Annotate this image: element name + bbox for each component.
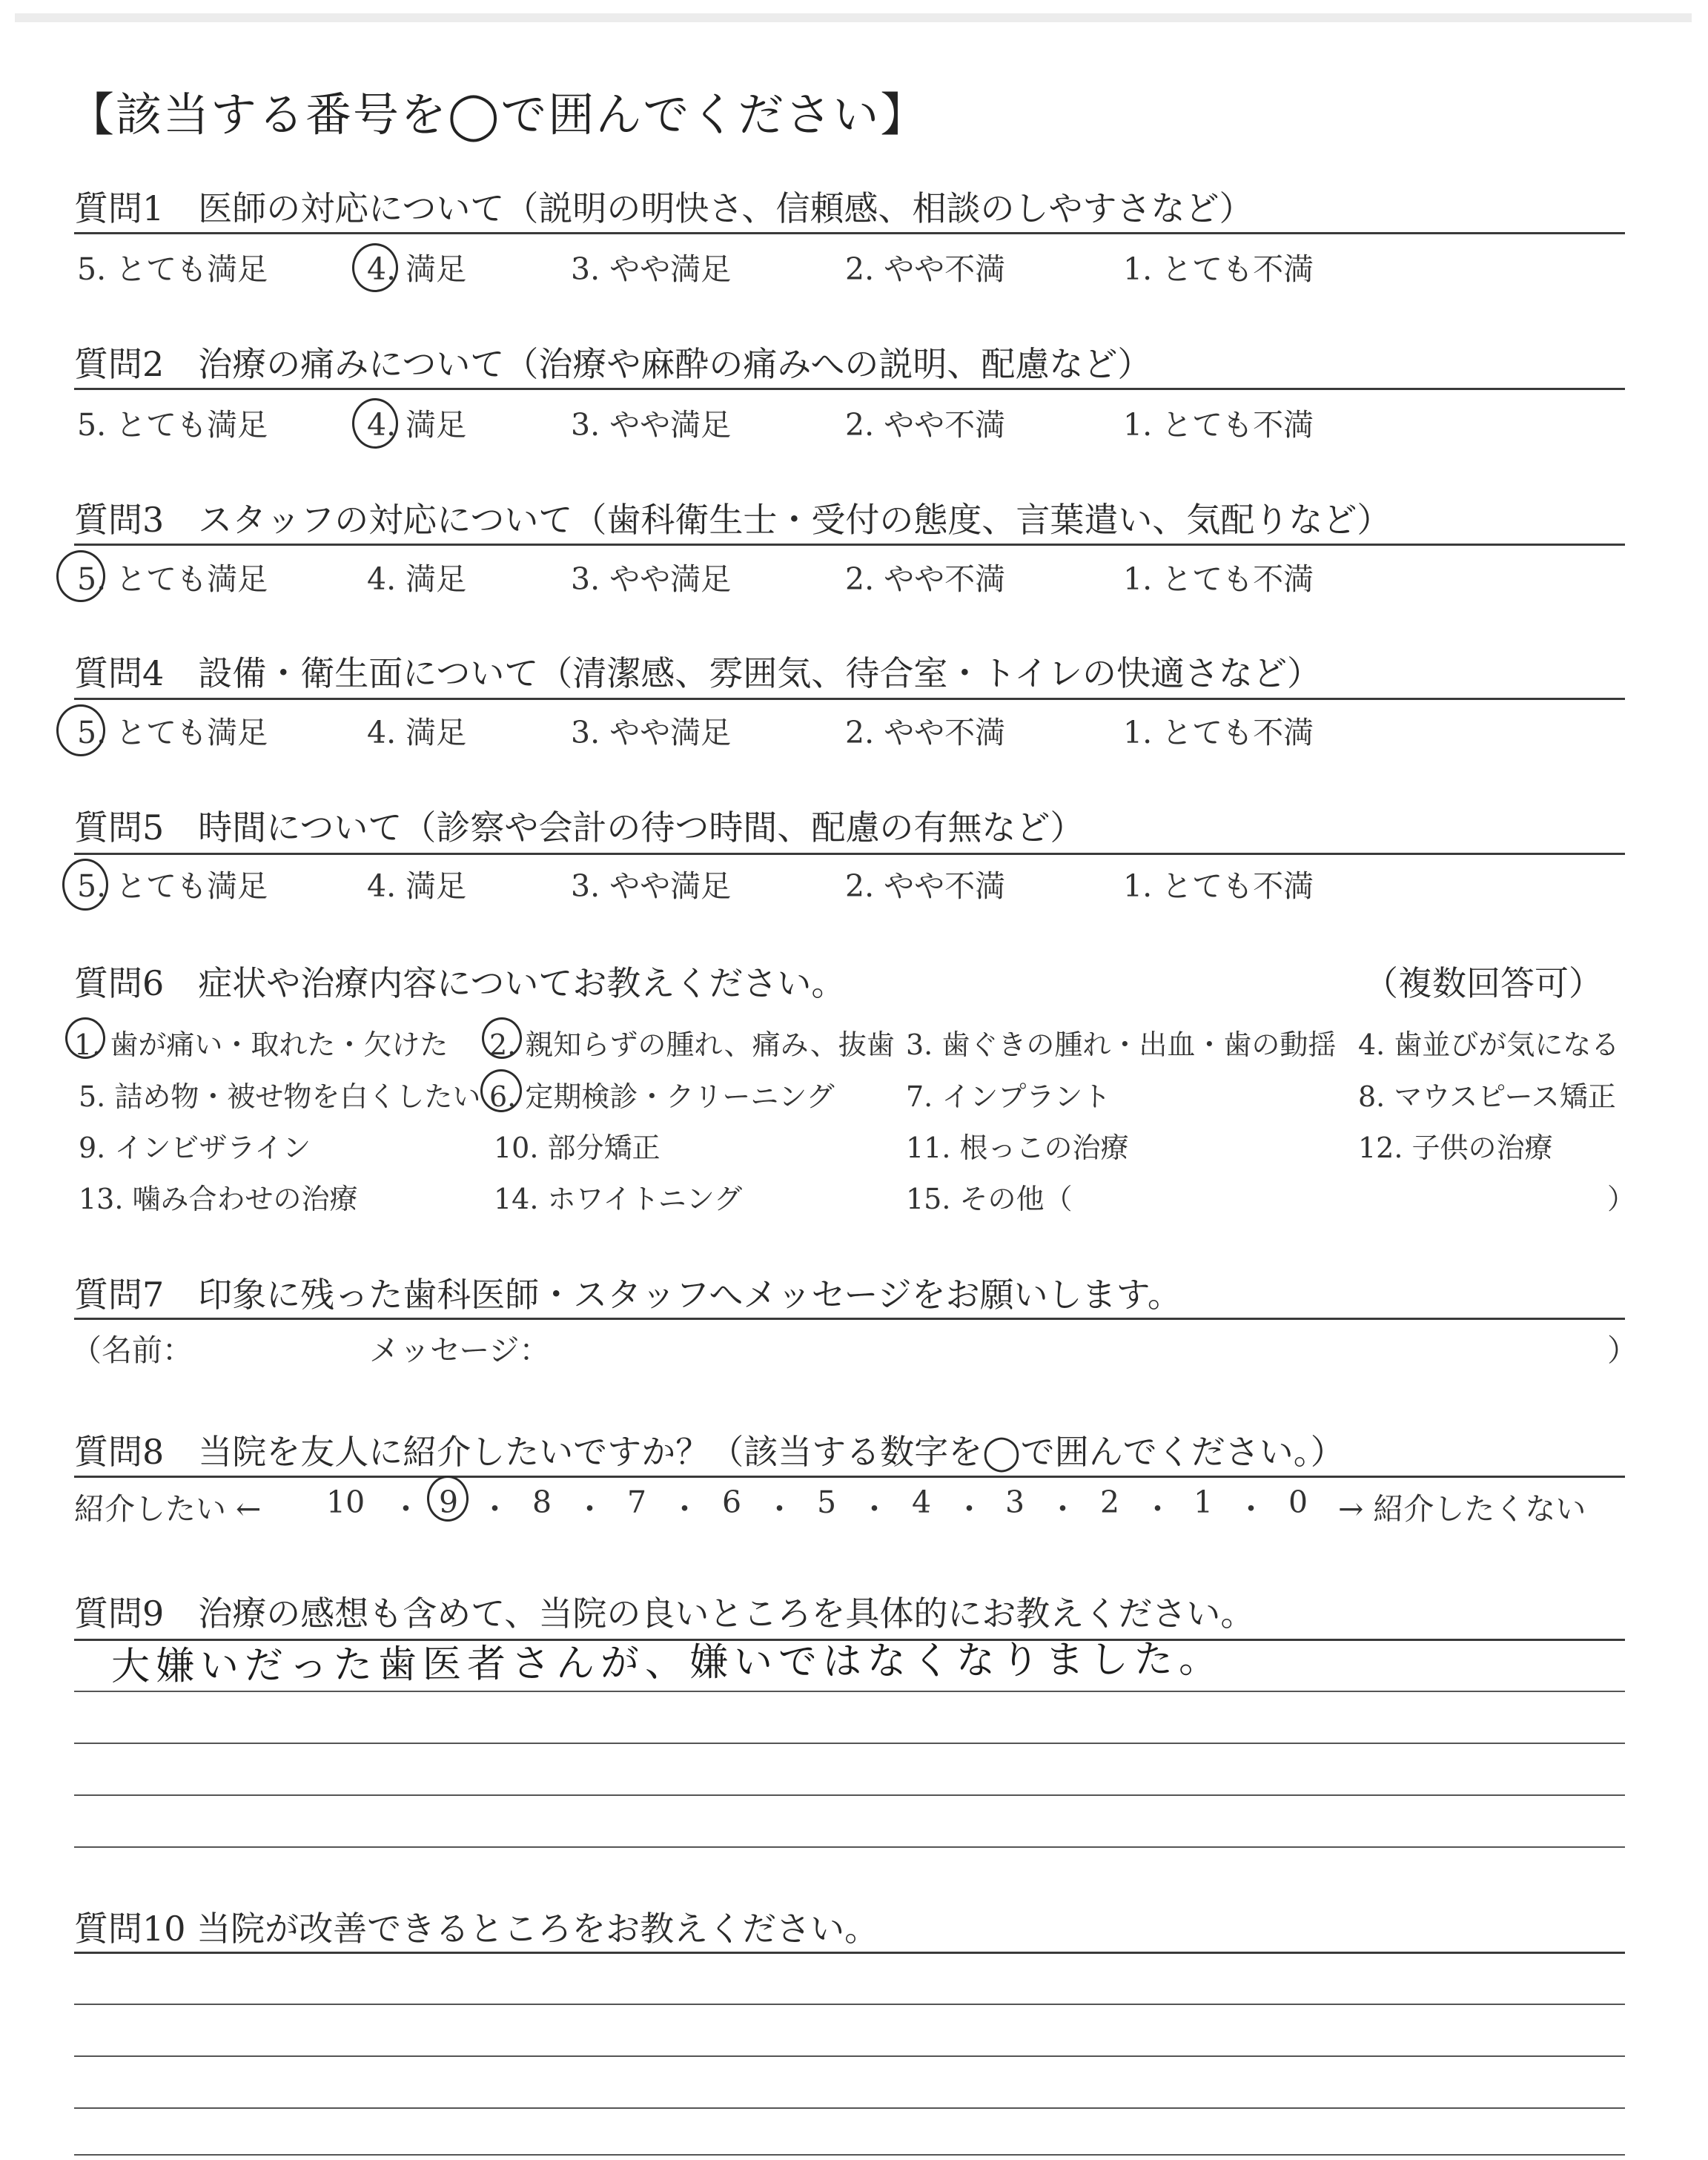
q8-number-4[interactable]: 4 bbox=[912, 1484, 932, 1520]
q3-option-3[interactable]: 3. やや満足 bbox=[571, 561, 732, 597]
q7-close-paren: ） bbox=[1607, 1332, 1638, 1368]
question-8-rule bbox=[74, 1476, 1625, 1478]
question-4-heading: 質問4 設備・衛生面について（清潔感、雰囲気、待合室・トイレの快適さなど） bbox=[74, 653, 1322, 693]
q9-writing-line-3 bbox=[74, 1794, 1625, 1796]
q6-option-7[interactable]: 7. インプラント bbox=[906, 1080, 1111, 1113]
q8-separator: ・ bbox=[764, 1491, 795, 1527]
q5-option-5[interactable]: 5. とても満足 bbox=[77, 868, 268, 904]
q6-option-10[interactable]: 10. 部分矯正 bbox=[494, 1132, 661, 1164]
q8-number-5[interactable]: 5 bbox=[817, 1484, 837, 1520]
q4-option-2[interactable]: 2. やや不満 bbox=[845, 715, 1006, 750]
question-3-rule bbox=[74, 544, 1625, 546]
q1-option-4[interactable]: 4. 満足 bbox=[367, 251, 467, 287]
q6-selection-circle-2 bbox=[482, 1017, 522, 1059]
q6-option-11[interactable]: 11. 根っこの治療 bbox=[906, 1132, 1129, 1164]
q6-selection-circle-1 bbox=[65, 1017, 105, 1059]
q8-separator: ・ bbox=[575, 1491, 605, 1527]
question-2-heading: 質問2 治療の痛みについて（治療や麻酔の痛みへの説明、配慮など） bbox=[74, 344, 1152, 384]
q8-separator: ・ bbox=[669, 1491, 700, 1527]
q2-option-3[interactable]: 3. やや満足 bbox=[571, 407, 732, 443]
question-2-rule bbox=[74, 388, 1625, 390]
q9-writing-line-4 bbox=[74, 1846, 1625, 1848]
q5-option-3[interactable]: 3. やや満足 bbox=[571, 868, 732, 904]
q8-number-1[interactable]: 1 bbox=[1194, 1484, 1214, 1520]
q6-option-12[interactable]: 12. 子供の治療 bbox=[1358, 1132, 1553, 1164]
q2-option-4[interactable]: 4. 満足 bbox=[367, 407, 467, 443]
q7-message-label: メッセージ： bbox=[369, 1332, 550, 1368]
question-7-rule bbox=[74, 1318, 1625, 1320]
question-1-rule bbox=[74, 232, 1625, 234]
q2-option-1[interactable]: 1. とても不満 bbox=[1123, 407, 1314, 443]
scan-top-edge bbox=[15, 13, 1692, 22]
q6-selection-circle-6 bbox=[480, 1069, 522, 1112]
q9-writing-line-1 bbox=[74, 1691, 1625, 1692]
q8-separator: ・ bbox=[391, 1491, 421, 1527]
q4-selection-circle bbox=[56, 704, 105, 756]
q8-right-label: → 紹介したくない bbox=[1338, 1491, 1586, 1527]
q2-option-5[interactable]: 5. とても満足 bbox=[77, 407, 268, 443]
q2-selection-circle bbox=[352, 398, 398, 449]
q7-name-label: （名前： bbox=[71, 1332, 193, 1368]
q5-option-1[interactable]: 1. とても不満 bbox=[1123, 868, 1314, 904]
q8-number-3[interactable]: 3 bbox=[1005, 1484, 1025, 1520]
q1-selection-circle bbox=[352, 243, 398, 292]
question-7-heading: 質問7 印象に残った歯科医師・スタッフへメッセージをお願いします。 bbox=[74, 1275, 1182, 1315]
q4-option-3[interactable]: 3. やや満足 bbox=[571, 715, 732, 750]
q8-separator: ・ bbox=[954, 1491, 984, 1527]
question-1-heading: 質問1 医師の対応について（説明の明快さ、信頼感、相談のしやすさなど） bbox=[74, 188, 1254, 228]
question-5-heading: 質問5 時間について（診察や会計の待つ時間、配慮の有無など） bbox=[74, 807, 1085, 848]
question-3-heading: 質問3 スタッフの対応について（歯科衛生士・受付の態度、言葉遣い、気配りなど） bbox=[74, 500, 1391, 540]
question-10-rule bbox=[74, 1952, 1625, 1954]
question-6-note: （複数回答可） bbox=[1364, 963, 1603, 1003]
q8-number-2[interactable]: 2 bbox=[1100, 1484, 1120, 1520]
q5-option-4[interactable]: 4. 満足 bbox=[367, 868, 467, 904]
q5-option-2[interactable]: 2. やや不満 bbox=[845, 868, 1006, 904]
q10-writing-line-1 bbox=[74, 2004, 1625, 2005]
q3-option-4[interactable]: 4. 満足 bbox=[367, 561, 467, 597]
question-8-heading: 質問8 当院を友人に紹介したいですか？（該当する数字を◯で囲んでください。） bbox=[74, 1432, 1345, 1472]
q1-option-3[interactable]: 3. やや満足 bbox=[571, 251, 732, 287]
q6-option-2[interactable]: 2. 親知らずの腫れ、痛み、抜歯 bbox=[489, 1028, 895, 1061]
q6-option-8[interactable]: 8. マウスピース矯正 bbox=[1358, 1080, 1616, 1113]
q8-number-10[interactable]: 10 bbox=[326, 1484, 365, 1520]
q3-option-5[interactable]: 5. とても満足 bbox=[77, 561, 268, 597]
q1-option-2[interactable]: 2. やや不満 bbox=[845, 251, 1006, 287]
question-6-heading: 質問6 症状や治療内容についてお教えください。 bbox=[74, 963, 846, 1003]
q8-number-0[interactable]: 0 bbox=[1288, 1484, 1308, 1520]
q8-separator: ・ bbox=[1047, 1491, 1078, 1527]
q6-option-14[interactable]: 14. ホワイトニング bbox=[494, 1183, 743, 1215]
q4-option-4[interactable]: 4. 満足 bbox=[367, 715, 467, 750]
q8-selection-circle bbox=[427, 1476, 469, 1522]
q3-option-2[interactable]: 2. やや不満 bbox=[845, 561, 1006, 597]
question-4-rule bbox=[74, 698, 1625, 700]
q8-number-6[interactable]: 6 bbox=[722, 1484, 742, 1520]
q8-number-9[interactable]: 9 bbox=[439, 1484, 459, 1520]
q8-separator: ・ bbox=[1236, 1491, 1266, 1527]
q6-other-close-paren: ） bbox=[1607, 1183, 1636, 1215]
q10-writing-line-2 bbox=[74, 2055, 1625, 2057]
q1-option-1[interactable]: 1. とても不満 bbox=[1123, 251, 1314, 287]
q3-option-1[interactable]: 1. とても不満 bbox=[1123, 561, 1314, 597]
q3-selection-circle bbox=[56, 550, 105, 602]
q5-selection-circle bbox=[62, 859, 108, 911]
q6-option-6[interactable]: 6. 定期検診・クリーニング bbox=[489, 1080, 835, 1113]
question-10-heading: 質問10 当院が改善できるところをお教えください。 bbox=[74, 1909, 879, 1949]
q8-number-7[interactable]: 7 bbox=[627, 1484, 647, 1520]
q6-option-4[interactable]: 4. 歯並びが気になる bbox=[1358, 1028, 1620, 1061]
q6-option-13[interactable]: 13. 噛み合わせの治療 bbox=[79, 1183, 358, 1215]
q6-option-1[interactable]: 1. 歯が痛い・取れた・欠けた bbox=[74, 1028, 448, 1061]
q9-writing-line-2 bbox=[74, 1743, 1625, 1744]
question-9-heading: 質問9 治療の感想も含めて、当院の良いところを具体的にお教えください。 bbox=[74, 1593, 1255, 1634]
q8-separator: ・ bbox=[480, 1491, 510, 1527]
q8-separator: ・ bbox=[1142, 1491, 1173, 1527]
q8-left-label: 紹介したい ← bbox=[74, 1491, 262, 1527]
q6-option-5[interactable]: 5. 詰め物・被せ物を白くしたい bbox=[79, 1080, 481, 1113]
question-5-rule bbox=[74, 853, 1625, 855]
q6-option-9[interactable]: 9. インビザライン bbox=[79, 1132, 311, 1164]
page-title: 【該当する番号を◯で囲んでください】 bbox=[68, 87, 928, 142]
q2-option-2[interactable]: 2. やや不満 bbox=[845, 407, 1006, 443]
q6-option-3[interactable]: 3. 歯ぐきの腫れ・出血・歯の動揺 bbox=[906, 1028, 1337, 1061]
q8-number-8[interactable]: 8 bbox=[532, 1484, 552, 1520]
q9-handwritten-answer: 大嫌いだった歯医者さんが、嫌いではなくなりました。 bbox=[110, 1636, 1224, 1689]
q10-writing-line-3 bbox=[74, 2107, 1625, 2109]
q4-option-1[interactable]: 1. とても不満 bbox=[1123, 715, 1314, 750]
q6-option-15[interactable]: 15. その他（ bbox=[906, 1183, 1073, 1215]
q10-writing-line-4 bbox=[74, 2154, 1625, 2156]
q8-separator: ・ bbox=[859, 1491, 890, 1527]
q1-option-5[interactable]: 5. とても満足 bbox=[77, 251, 268, 287]
q4-option-5[interactable]: 5. とても満足 bbox=[77, 715, 268, 750]
